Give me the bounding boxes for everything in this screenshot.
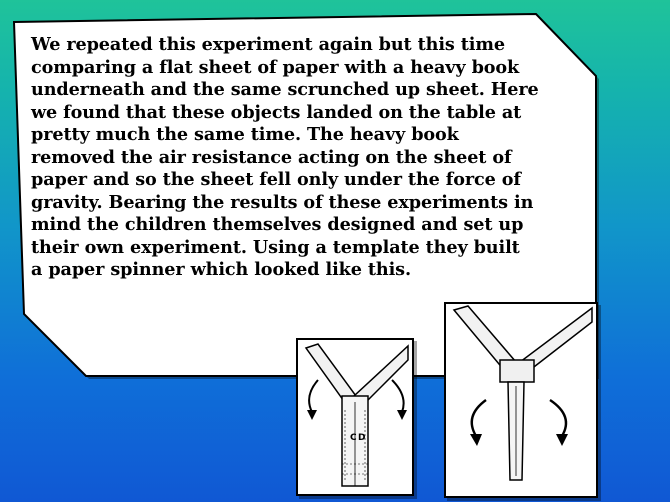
- paper-spinner-illustration: [446, 304, 596, 496]
- svg-text:C: C: [350, 433, 357, 443]
- svg-text:D: D: [358, 433, 366, 443]
- paper-spinner-illustration-left: [296, 338, 414, 496]
- paper-spinner-illustration-right: [444, 302, 598, 498]
- paper-spinner-illustration: [298, 340, 412, 494]
- body-text: We repeated this experiment again but this time comparing a flat sheet of paper with a heavy book underneath and the same scrunched up sheet. Here we found that these objects landed on the table at pretty much the same time. The heavy book removed the air resistance acting on the sheet of paper and so the sheet fell only under the force of gravity. Bearing the results of these experiments in mind the children themselves designed and set up their own experiment. Using a template they built a paper spinner which looked like this.: [31, 34, 539, 280]
